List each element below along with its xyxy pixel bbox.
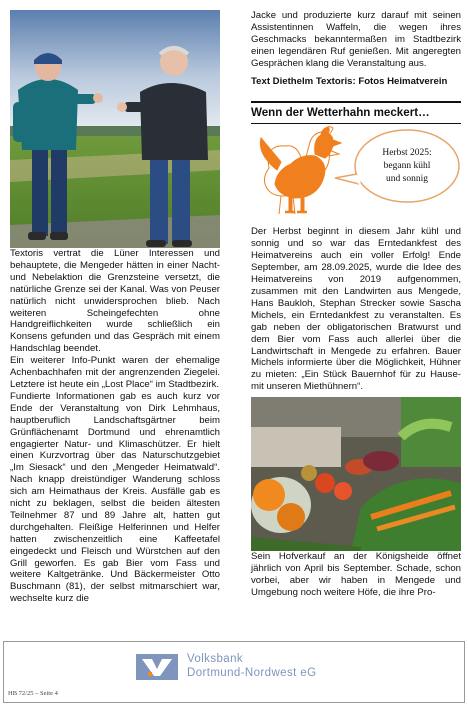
vegetables-photo bbox=[251, 397, 461, 551]
bubble-tail bbox=[335, 174, 359, 184]
right-column bbox=[251, 10, 461, 599]
section-headline: Wenn der Wetterhahn meckert… bbox=[251, 106, 430, 120]
bank-name-line: Dortmund-Nordwest eG bbox=[187, 667, 317, 679]
section-divider bbox=[251, 101, 461, 103]
paragraph: Sein Hofverkauf an der Königsheide öffnet jährlich von April bis September. Schade, schon vorbei, aber wir haben in Mengede und Umgebung noch weitere Höfe, die ihre Pro- bbox=[251, 551, 461, 598]
bank-name-line: Volksbank bbox=[187, 653, 244, 665]
paragraph: Der Herbst beginnt in diesem Jahr kühl und sonnig und so war das Erntedankfest des Heimatvereins auch ein voller Erfolg! Ende September, am 28.09.2025, wurde die Idee des Heimatvereins von 2019 aufgenommen, zusammen mit den Landwirten aus Mengede, Hans Baukloh, Stephan Strecker sowie Sascha Michels, ein Erntedankfest zu veranstalten. Es gab neben der obligatorischen Bratwurst und dem Bier vom Fass auch allerlei über die Landwirtschaft in Mengede zu erfahren. Bauer Michels informierte über die Möglichkeit, Hühner zu mieten: „Ein Stück Bauernhof für zu Hause- mit unseren Miethühnern“. bbox=[251, 226, 461, 393]
volksbank-logo-icon bbox=[136, 654, 178, 680]
bubble-line: Herbst 2025: bbox=[382, 148, 432, 159]
paragraph: Textoris vertrat die Lüner Interessen und behauptete, die Mengeder hätten in einer Nacht- und Nebelaktion die Grenzsteine versetzt, die natürliche Grenze sei der Kanal. Was von Peuser natürlich nicht unwidersprochen blieb. Nach weiteren Scheingefechten ohne Handgreiflichkeiten wurde schließlich ein Konsens gefunden und das Gespräch mit einem Handschlag beendet. bbox=[10, 248, 220, 355]
rooster-head bbox=[315, 134, 333, 158]
paragraph: Ein weiterer Info-Punkt waren der ehemalige Achenbachhafen mit der angrenzenden Ziegelei. Letztere ist heute ein „Lost Place“ im Stadtbezirk. bbox=[10, 355, 220, 390]
left-column bbox=[10, 10, 220, 605]
rooster-leg-left bbox=[289, 196, 292, 212]
rooster-graphic bbox=[251, 124, 461, 226]
page-number: HB 72/25 – Seite 4 bbox=[8, 690, 58, 697]
rooster-tail bbox=[260, 138, 281, 170]
bubble-line: und sonnig bbox=[386, 174, 428, 185]
footer-ad bbox=[3, 641, 465, 703]
bubble-line: begann kühl bbox=[383, 161, 431, 172]
rooster-body bbox=[275, 156, 325, 198]
rooster-icon bbox=[260, 127, 341, 214]
paragraph: Fundierte Informationen gab es auch kurz vor Ende der Veranstaltung von Dirk Lehmhaus, hauptberuflich Landschaftsgärtner beim Grünflächenamt Dortmund und ehrenamtlich engagierter Natur- und Klimaschützer. Er hielt einen Kurzvortrag über das Naturschutzgebiet „Im Siesack“ und den „Mengeder Heimatwald“. Nach knapp dreistündiger Wanderung schloss sich am Heimathaus der Kreis. Ausfälle gab es nicht zu beklagen, selbst die beiden ältesten Teilnehmer 87 und 89 Jahre alt, hatten gut durchgehalten. Fleißige Helferinnen und Helfer hatten zwischenzeitlich eine Kaffeetafel eingedeckt und Fleisch und Würstchen auf den Grill geworfen. Es gab Bier vom Fass und weitere Kaltgetränke. Und Bäckermeister Otto Buschmann (81), der selbst mitmarschiert war, wechselte kurz die bbox=[10, 390, 220, 605]
two-men-photo bbox=[10, 10, 220, 248]
rooster-leg-right bbox=[301, 196, 304, 212]
paragraph: Jacke und produzierte kurz darauf mit seinen Assistentinnen Waffeln, die wegen ihres Geschmacks bekanntermaßen im Stadtbezirk einen legendären Ruf genießen. Mit angeregten Gesprächen klang die Veranstaltung aus. bbox=[251, 10, 461, 69]
bank-name bbox=[187, 652, 316, 680]
photo-credit: Text Diethelm Textoris: Fotos Heimatverein bbox=[251, 75, 448, 87]
rooster-comb bbox=[321, 128, 329, 135]
speech-bubble bbox=[335, 130, 459, 202]
rooster-beak bbox=[333, 140, 341, 146]
